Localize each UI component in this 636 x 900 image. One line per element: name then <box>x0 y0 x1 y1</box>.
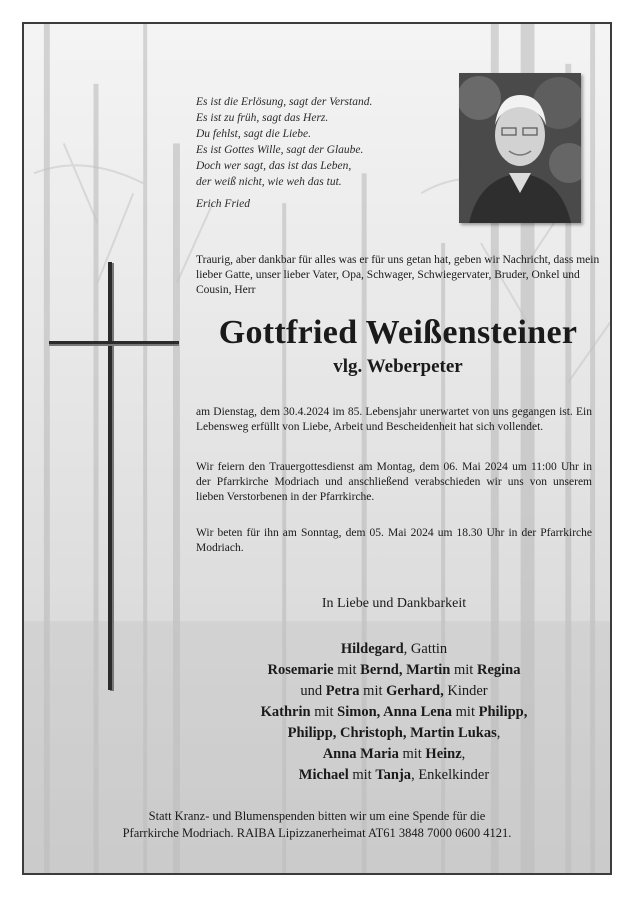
cross-vertical-beam <box>108 262 112 690</box>
mourner-line: Kathrin mit Simon, Anna Lena mit Philipp, <box>260 704 528 720</box>
portrait-photo <box>459 73 581 223</box>
mourner-line: Michael mit Tanja, Enkelkinder <box>298 767 490 783</box>
poem-line: Es ist die Erlösung, sagt der Verstand. <box>196 96 373 108</box>
poem-line: der weiß nicht, wie weh das tut. <box>196 176 342 188</box>
death-paragraph: am Dienstag, dem 30.4.2024 im 85. Lebensjahr unerwartet von uns gegangen ist. Ein Lebensweg erfüllt von Liebe, Arbeit und Bescheidenheit hat sich vollendet. <box>196 406 592 433</box>
poem-author: Erich Fried <box>196 198 250 210</box>
donation-line: Statt Kranz- und Blumenspenden bitten wir um eine Spende für die <box>148 809 486 823</box>
donation-line: Pfarrkirche Modriach. RAIBA Lipizzanerheimat AT61 3848 7000 0600 4121. <box>122 826 512 840</box>
poem <box>196 94 372 212</box>
poem-line: Du fehlst, sagt die Liebe. <box>196 128 311 140</box>
mourner-line: Hildegard, Gattin <box>340 641 448 657</box>
poem-line: Es ist Gottes Wille, sagt der Glaube. <box>196 144 364 156</box>
portrait-image <box>459 73 581 223</box>
mourner-line: Philipp, Christoph, Martin Lukas, <box>287 725 501 741</box>
poem-line: Doch wer sagt, das ist das Leben, <box>196 160 352 172</box>
service-paragraph: Wir feiern den Trauergottesdienst am Montag, dem 06. Mai 2024 um 11:00 Uhr in der Pfarrkirche Modriach und anschließend verabschieden wir uns von unserem lieben Verstorbenen in der Pfarrkirche. <box>196 461 592 503</box>
prayer-paragraph: Wir beten für ihn am Sonntag, dem 05. Mai 2024 um 18.30 Uhr in der Pfarrkirche Modriach. <box>196 527 592 554</box>
donation-note <box>24 808 610 842</box>
mourner-line: Rosemarie mit Bernd, Martin mit Regina <box>267 662 521 678</box>
cross-horizontal-beam <box>49 341 179 344</box>
mourner-line: Anna Maria mit Heinz, <box>322 746 466 762</box>
obituary-frame <box>22 22 612 875</box>
deceased-name: Gottfried Weißensteiner <box>218 314 578 351</box>
vulgo-name: vlg. Weberpeter <box>333 356 463 377</box>
intro-text: Traurig, aber dankbar für alles was er für uns getan hat, geben wir Nachricht, dass mein lieber Gatte, unser lieber Vater, Opa, Schwager, Schwiegervater, Bruder, Onkel und Cousin, Herr <box>196 254 600 296</box>
poem-line: Es ist zu früh, sagt das Herz. <box>196 112 329 124</box>
closing-phrase: In Liebe und Dankbarkeit <box>321 596 467 611</box>
mourner-line: und Petra mit Gerhard, Kinder <box>300 683 488 699</box>
mourners-list <box>174 639 612 786</box>
